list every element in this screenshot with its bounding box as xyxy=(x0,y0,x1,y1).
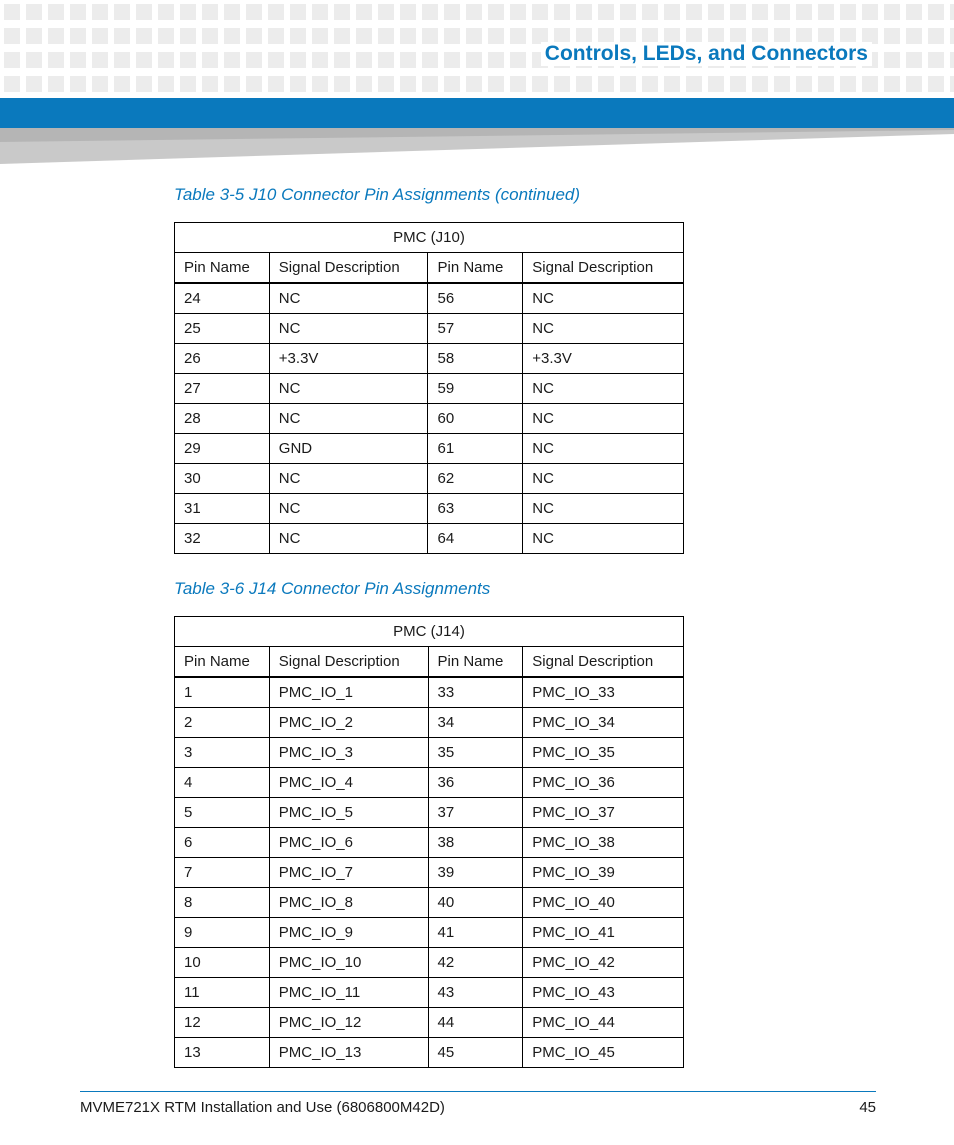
header-pattern-square xyxy=(26,4,42,20)
footer-doc-title: MVME721X RTM Installation and Use (6806800M42D) xyxy=(80,1099,445,1116)
header-pattern-square xyxy=(950,4,954,20)
table-cell: PMC_IO_36 xyxy=(523,768,684,798)
header-pattern-square xyxy=(576,4,592,20)
column-header: Signal Description xyxy=(269,253,428,284)
header-pattern-square xyxy=(422,52,438,68)
table-cell: 12 xyxy=(175,1008,270,1038)
header-pattern-square xyxy=(444,4,460,20)
table-cell: 63 xyxy=(428,494,523,524)
table-cell: PMC_IO_43 xyxy=(523,978,684,1008)
header-pattern-square xyxy=(158,76,174,92)
page-number: 45 xyxy=(859,1099,876,1116)
header-pattern-square xyxy=(158,52,174,68)
table-cell: PMC_IO_7 xyxy=(269,858,428,888)
header-pattern-square xyxy=(224,4,240,20)
table-cell: NC xyxy=(523,494,684,524)
table-cell: NC xyxy=(523,283,684,314)
header-pattern-square xyxy=(180,76,196,92)
table-cell: NC xyxy=(269,494,428,524)
table-cell: PMC_IO_1 xyxy=(269,677,428,708)
table-cell: 59 xyxy=(428,374,523,404)
header-pattern-square xyxy=(510,76,526,92)
table-cell: 38 xyxy=(428,828,523,858)
table-cell: NC xyxy=(523,404,684,434)
header-pattern-square xyxy=(70,76,86,92)
table-cell: 7 xyxy=(175,858,270,888)
page-section-title: Controls, LEDs, and Connectors xyxy=(541,42,872,66)
table-cell: 26 xyxy=(175,344,270,374)
table-caption-j14: Table 3-6 J14 Connector Pin Assignments xyxy=(174,579,491,598)
table-cell: 11 xyxy=(175,978,270,1008)
table-cell: PMC_IO_3 xyxy=(269,738,428,768)
table-cell: PMC_IO_13 xyxy=(269,1038,428,1068)
table-cell: NC xyxy=(523,374,684,404)
header-pattern-square xyxy=(378,76,394,92)
table-cell: 9 xyxy=(175,918,270,948)
table-row xyxy=(175,1008,684,1038)
header-pattern-square xyxy=(92,52,108,68)
header-pattern-square xyxy=(862,76,878,92)
header-pattern-square xyxy=(114,4,130,20)
header-pattern-square xyxy=(730,4,746,20)
table-cell: NC xyxy=(269,464,428,494)
header-pattern-square xyxy=(334,52,350,68)
table-cell: 42 xyxy=(428,948,523,978)
header-pattern-square xyxy=(48,76,64,92)
table-cell: PMC_IO_10 xyxy=(269,948,428,978)
table-cell: 31 xyxy=(175,494,270,524)
table-row xyxy=(175,404,684,434)
header-pattern-square xyxy=(400,52,416,68)
header-pattern-square xyxy=(92,76,108,92)
header-pattern-square xyxy=(664,76,680,92)
table-caption-j10: Table 3-5 J10 Connector Pin Assignments (continued) xyxy=(174,185,581,204)
header-pattern-square xyxy=(4,76,20,92)
table-cell: 45 xyxy=(428,1038,523,1068)
pin-table-j10 xyxy=(174,222,684,554)
header-pattern-square xyxy=(686,4,702,20)
table-cell: 6 xyxy=(175,828,270,858)
table-row xyxy=(175,374,684,404)
header-pattern-square xyxy=(686,76,702,92)
header-pattern-square xyxy=(290,76,306,92)
table-cell: 5 xyxy=(175,798,270,828)
header-pattern-square xyxy=(466,28,482,44)
table-row xyxy=(175,978,684,1008)
table-cell: 44 xyxy=(428,1008,523,1038)
table-cell: 1 xyxy=(175,677,270,708)
table-cell: NC xyxy=(523,314,684,344)
table-cell: PMC_IO_40 xyxy=(523,888,684,918)
table-cell: 58 xyxy=(428,344,523,374)
table-cell: 27 xyxy=(175,374,270,404)
header-swoosh xyxy=(0,128,954,164)
header-pattern-square xyxy=(466,76,482,92)
table-cell: 29 xyxy=(175,434,270,464)
header-pattern-square xyxy=(928,28,944,44)
column-header: Pin Name xyxy=(428,647,523,678)
header-pattern-square xyxy=(664,4,680,20)
column-header: Signal Description xyxy=(523,253,684,284)
header-pattern-square xyxy=(290,28,306,44)
header-pattern-square xyxy=(576,76,592,92)
table-cell: 56 xyxy=(428,283,523,314)
table-cell: PMC_IO_12 xyxy=(269,1008,428,1038)
header-pattern-square xyxy=(774,4,790,20)
table-cell: 28 xyxy=(175,404,270,434)
header-pattern-square xyxy=(224,28,240,44)
header-pattern-square xyxy=(114,52,130,68)
table-row xyxy=(175,798,684,828)
header-pattern-square xyxy=(180,4,196,20)
header-pattern-square xyxy=(884,52,900,68)
header-pattern-square xyxy=(510,4,526,20)
header-pattern-square xyxy=(136,4,152,20)
table-row xyxy=(175,708,684,738)
table-row xyxy=(175,1038,684,1068)
header-pattern-square xyxy=(400,4,416,20)
table-row xyxy=(175,344,684,374)
table-cell: 13 xyxy=(175,1038,270,1068)
header-pattern-square xyxy=(246,52,262,68)
header-pattern-square xyxy=(774,76,790,92)
table-cell: NC xyxy=(269,314,428,344)
header-pattern-square xyxy=(884,76,900,92)
header-pattern-square xyxy=(246,76,262,92)
header-pattern-square xyxy=(312,4,328,20)
table-cell: PMC_IO_45 xyxy=(523,1038,684,1068)
header-pattern-square xyxy=(708,76,724,92)
table-cell: 64 xyxy=(428,524,523,554)
header-pattern-square xyxy=(334,4,350,20)
table-cell: 40 xyxy=(428,888,523,918)
table-cell: 62 xyxy=(428,464,523,494)
header-pattern-square xyxy=(818,76,834,92)
table-cell: PMC_IO_5 xyxy=(269,798,428,828)
header-pattern-square xyxy=(26,76,42,92)
header-pattern-square xyxy=(356,28,372,44)
header-pattern-square xyxy=(180,28,196,44)
footer-rule xyxy=(80,1091,876,1092)
header-pattern-square xyxy=(488,76,504,92)
header-pattern-square xyxy=(532,76,548,92)
pin-table-j14 xyxy=(174,616,684,1068)
header-pattern-square xyxy=(268,52,284,68)
header-pattern-square xyxy=(356,52,372,68)
table-cell: PMC_IO_33 xyxy=(523,677,684,708)
header-pattern-square xyxy=(818,4,834,20)
header-pattern-square xyxy=(158,28,174,44)
header-pattern-square xyxy=(422,76,438,92)
table-cell: 43 xyxy=(428,978,523,1008)
header-pattern-square xyxy=(554,4,570,20)
table-cell: 39 xyxy=(428,858,523,888)
header-pattern-square xyxy=(312,28,328,44)
header-pattern-square xyxy=(488,4,504,20)
header-pattern-square xyxy=(400,76,416,92)
header-pattern-square xyxy=(620,4,636,20)
table-cell: NC xyxy=(269,404,428,434)
header-pattern-square xyxy=(642,76,658,92)
header-pattern-square xyxy=(180,52,196,68)
table-cell: PMC_IO_44 xyxy=(523,1008,684,1038)
header-pattern-square xyxy=(884,4,900,20)
header-pattern-square xyxy=(906,4,922,20)
table-row xyxy=(175,524,684,554)
header-pattern-square xyxy=(928,4,944,20)
header-pattern-square xyxy=(906,28,922,44)
table-cell: PMC_IO_6 xyxy=(269,828,428,858)
header-pattern-square xyxy=(268,4,284,20)
header-pattern-square xyxy=(356,4,372,20)
table-cell: PMC_IO_11 xyxy=(269,978,428,1008)
column-header: Pin Name xyxy=(175,647,270,678)
table-cell: NC xyxy=(523,464,684,494)
header-pattern-square xyxy=(950,28,954,44)
header-pattern-square xyxy=(92,28,108,44)
table-cell: NC xyxy=(269,283,428,314)
header-pattern-square xyxy=(114,76,130,92)
header-pattern-square xyxy=(312,52,328,68)
header-pattern-square xyxy=(70,28,86,44)
header-pattern-square xyxy=(510,52,526,68)
header-pattern-square xyxy=(378,4,394,20)
header-pattern-square xyxy=(752,4,768,20)
header-pattern-square xyxy=(708,4,724,20)
table-row xyxy=(175,888,684,918)
table-cell: PMC_IO_34 xyxy=(523,708,684,738)
table-row xyxy=(175,918,684,948)
header-blue-bar xyxy=(0,98,954,128)
header-pattern-square xyxy=(422,28,438,44)
header-pattern-square xyxy=(730,76,746,92)
table-cell: 37 xyxy=(428,798,523,828)
header-pattern-square xyxy=(444,52,460,68)
header-pattern-square xyxy=(840,76,856,92)
table-cell: +3.3V xyxy=(269,344,428,374)
header-pattern-square xyxy=(950,52,954,68)
header-pattern-square xyxy=(950,76,954,92)
header-pattern-square xyxy=(554,76,570,92)
table-row xyxy=(175,828,684,858)
column-header: Signal Description xyxy=(269,647,428,678)
header-pattern-square xyxy=(488,52,504,68)
column-header: Pin Name xyxy=(428,253,523,284)
table-cell: PMC_IO_2 xyxy=(269,708,428,738)
table-row xyxy=(175,464,684,494)
table-cell: 33 xyxy=(428,677,523,708)
header-pattern-square xyxy=(202,76,218,92)
header-pattern-square xyxy=(928,52,944,68)
table-cell: PMC_IO_39 xyxy=(523,858,684,888)
table-cell: PMC_IO_41 xyxy=(523,918,684,948)
table-cell: PMC_IO_35 xyxy=(523,738,684,768)
header-pattern-square xyxy=(224,76,240,92)
table-cell: 61 xyxy=(428,434,523,464)
table-cell: 25 xyxy=(175,314,270,344)
header-pattern-square xyxy=(224,52,240,68)
header-pattern-square xyxy=(290,52,306,68)
header-pattern-square xyxy=(136,28,152,44)
table-cell: 32 xyxy=(175,524,270,554)
header-pattern-square xyxy=(26,52,42,68)
header-pattern-square xyxy=(642,4,658,20)
table-cell: NC xyxy=(523,524,684,554)
header-pattern-square xyxy=(598,4,614,20)
header-pattern-square xyxy=(752,76,768,92)
header-pattern-square xyxy=(290,4,306,20)
header-pattern-square xyxy=(246,4,262,20)
table-row xyxy=(175,494,684,524)
table-cell: 10 xyxy=(175,948,270,978)
table-cell: NC xyxy=(269,524,428,554)
header-pattern-square xyxy=(92,4,108,20)
header-pattern-square xyxy=(312,76,328,92)
table-cell: 34 xyxy=(428,708,523,738)
table-row xyxy=(175,738,684,768)
table-cell: GND xyxy=(269,434,428,464)
header-pattern-square xyxy=(906,76,922,92)
table-cell: 41 xyxy=(428,918,523,948)
table-cell: NC xyxy=(523,434,684,464)
table-row xyxy=(175,314,684,344)
header-pattern-square xyxy=(884,28,900,44)
header-pattern-square xyxy=(26,28,42,44)
table-cell: PMC_IO_38 xyxy=(523,828,684,858)
header-pattern-square xyxy=(48,52,64,68)
header-pattern-square xyxy=(378,52,394,68)
header-pattern-square xyxy=(862,4,878,20)
table-cell: PMC_IO_42 xyxy=(523,948,684,978)
header-pattern-square xyxy=(4,52,20,68)
header-pattern-square xyxy=(48,28,64,44)
header-pattern-square xyxy=(532,4,548,20)
header-pattern-square xyxy=(466,4,482,20)
header-pattern-square xyxy=(334,76,350,92)
table-row xyxy=(175,434,684,464)
column-header: Pin Name xyxy=(175,253,270,284)
table-cell: PMC_IO_8 xyxy=(269,888,428,918)
header-pattern-square xyxy=(422,4,438,20)
table-cell: 24 xyxy=(175,283,270,314)
header-pattern-square xyxy=(268,76,284,92)
header-pattern-square xyxy=(202,4,218,20)
header-pattern-square xyxy=(444,28,460,44)
header-pattern-square xyxy=(356,76,372,92)
header-pattern-square xyxy=(510,28,526,44)
header-pattern-square xyxy=(4,4,20,20)
header-pattern-square xyxy=(202,52,218,68)
header-pattern-square xyxy=(400,28,416,44)
table-cell: 60 xyxy=(428,404,523,434)
header-pattern-square xyxy=(796,76,812,92)
table-cell: 36 xyxy=(428,768,523,798)
header-pattern-square xyxy=(444,76,460,92)
header-pattern-square xyxy=(378,28,394,44)
table-cell: 57 xyxy=(428,314,523,344)
table-cell: 3 xyxy=(175,738,270,768)
header-pattern-square xyxy=(136,76,152,92)
header-pattern-square xyxy=(246,28,262,44)
table-cell: +3.3V xyxy=(523,344,684,374)
table-cell: PMC_IO_37 xyxy=(523,798,684,828)
table-row xyxy=(175,677,684,708)
table-cell: NC xyxy=(269,374,428,404)
header-pattern-square xyxy=(488,28,504,44)
header-pattern-square xyxy=(906,52,922,68)
table-cell: 8 xyxy=(175,888,270,918)
header-pattern-square xyxy=(202,28,218,44)
header-pattern-square xyxy=(70,4,86,20)
header-pattern-square xyxy=(136,52,152,68)
table-cell: 4 xyxy=(175,768,270,798)
table-row xyxy=(175,948,684,978)
header-pattern-square xyxy=(796,4,812,20)
table-group-header: PMC (J10) xyxy=(175,223,684,253)
table-cell: 2 xyxy=(175,708,270,738)
header-pattern-square xyxy=(268,28,284,44)
table-row xyxy=(175,283,684,314)
header-pattern-square xyxy=(466,52,482,68)
table-row xyxy=(175,768,684,798)
table-row xyxy=(175,858,684,888)
table-cell: PMC_IO_9 xyxy=(269,918,428,948)
table-cell: PMC_IO_4 xyxy=(269,768,428,798)
column-header: Signal Description xyxy=(523,647,684,678)
header-pattern-square xyxy=(620,76,636,92)
header-pattern-square xyxy=(4,28,20,44)
header-pattern-square xyxy=(158,4,174,20)
header-pattern-square xyxy=(598,76,614,92)
header-pattern-square xyxy=(334,28,350,44)
table-cell: 35 xyxy=(428,738,523,768)
header-pattern-square xyxy=(840,4,856,20)
header-pattern-square xyxy=(70,52,86,68)
table-group-header: PMC (J14) xyxy=(175,617,684,647)
header-pattern-square xyxy=(48,4,64,20)
table-cell: 30 xyxy=(175,464,270,494)
header-pattern-square xyxy=(114,28,130,44)
header-pattern-square xyxy=(928,76,944,92)
